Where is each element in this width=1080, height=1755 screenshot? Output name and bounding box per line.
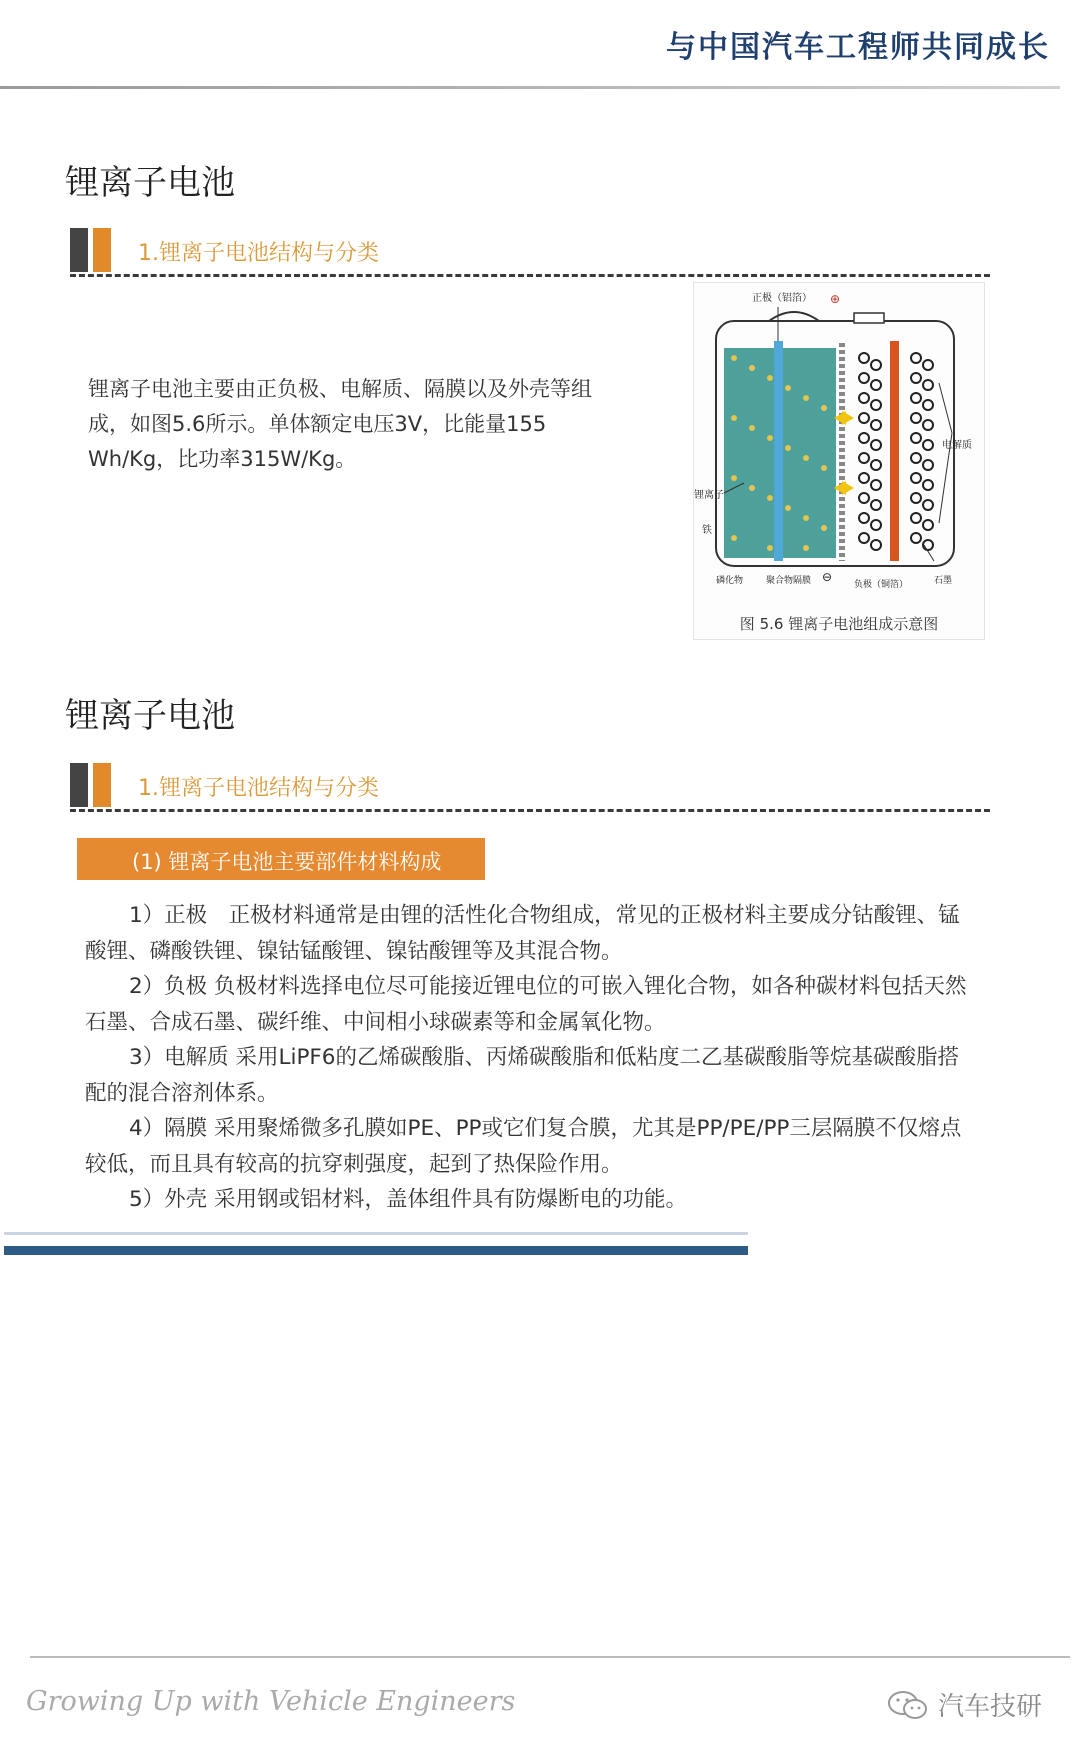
battery-diagram — [693, 282, 985, 640]
label-iron: 铁 — [702, 525, 712, 536]
subheading-label: 1.锂离子电池结构与分类 — [138, 241, 379, 266]
component-heading-pill: (1) 锂离子电池主要部件材料构成 — [77, 838, 485, 880]
list-item-cathode: 1）正极 正极材料通常是由锂的活性化合物组成，常见的正极材料主要成分钴酸锂、锰酸锂、磷酸铁锂、镍钴锰酸锂、镍钴酸锂等及其混合物。 — [85, 903, 960, 964]
wechat-watermark — [886, 1686, 1042, 1723]
label-electrolyte: 电解质 — [942, 440, 972, 451]
component-list — [85, 898, 975, 1218]
label-phosphide: 磷化物 — [716, 576, 744, 586]
dashed-divider — [70, 274, 990, 277]
figure-caption: 图 5.6 锂离子电池组成示意图 — [739, 615, 939, 633]
minus-icon: ⊖ — [822, 570, 833, 584]
header-slogan: 与中国汽车工程师共同成长 — [666, 30, 1050, 65]
watermark-text: 汽车技研 — [937, 1692, 1042, 1722]
label-separator: 聚合物隔膜 — [766, 576, 812, 586]
intro-paragraph: 锂离子电池主要由正负极、电解质、隔膜以及外壳等组成，如图5.6所示。单体额定电压3V，比能量155 Wh/Kg，比功率315W/Kg。 — [88, 377, 592, 471]
footer-slogan: Growing Up with Vehicle Engineers — [26, 1686, 516, 1717]
footer-divider — [30, 1656, 1070, 1658]
section-subheading — [70, 228, 990, 278]
list-item-casing: 5）外壳 采用钢或铝材料，盖体组件具有防爆断电的功能。 — [129, 1187, 688, 1212]
label-anode-foil: 负极（铜箔） — [854, 580, 909, 590]
cathode-collector — [774, 341, 783, 561]
battery-diagram-drawing — [694, 283, 986, 613]
label-cathode-foil: 正极（铝箔） — [752, 293, 812, 304]
list-item-electrolyte: 3）电解质 采用LiPF6的乙烯碳酸脂、丙烯碳酸脂和低粘度二乙基碳酸脂等烷基碳酸脂搭配的混合溶剂体系。 — [85, 1045, 959, 1106]
section-subheading — [70, 763, 990, 813]
subheading-marker-orange — [93, 763, 111, 807]
anode-collector — [890, 341, 899, 561]
plus-icon: ⊕ — [830, 292, 841, 306]
section-end-rule-light — [4, 1232, 748, 1235]
subheading-label: 1.锂离子电池结构与分类 — [138, 776, 379, 801]
subheading-marker-orange — [93, 228, 111, 272]
label-graphite: 石墨 — [934, 576, 953, 586]
list-item-separator: 4）隔膜 采用聚烯微多孔膜如PE、PP或它们复合膜，尤其是PP/PE/PP三层隔膜不仅熔点较低，而且具有较高的抗穿刺强度，起到了热保险作用。 — [85, 1116, 962, 1177]
subheading-marker-dark — [70, 763, 88, 807]
section-title: 锂离子电池 — [65, 696, 235, 736]
list-item-anode: 2）负极 负极材料选择电位尽可能接近锂电位的可嵌入锂化合物，如各种碳材料包括天然石墨、合成石墨、碳纤维、中间相小球碳素等和金属氧化物。 — [85, 974, 967, 1035]
section-end-rule — [4, 1246, 748, 1255]
dashed-divider — [70, 809, 990, 812]
wechat-icon — [886, 1689, 930, 1721]
label-lithium-ion: 锂离子 — [694, 490, 724, 501]
subheading-marker-dark — [70, 228, 88, 272]
header-divider — [0, 86, 1060, 89]
section-title: 锂离子电池 — [65, 163, 235, 203]
